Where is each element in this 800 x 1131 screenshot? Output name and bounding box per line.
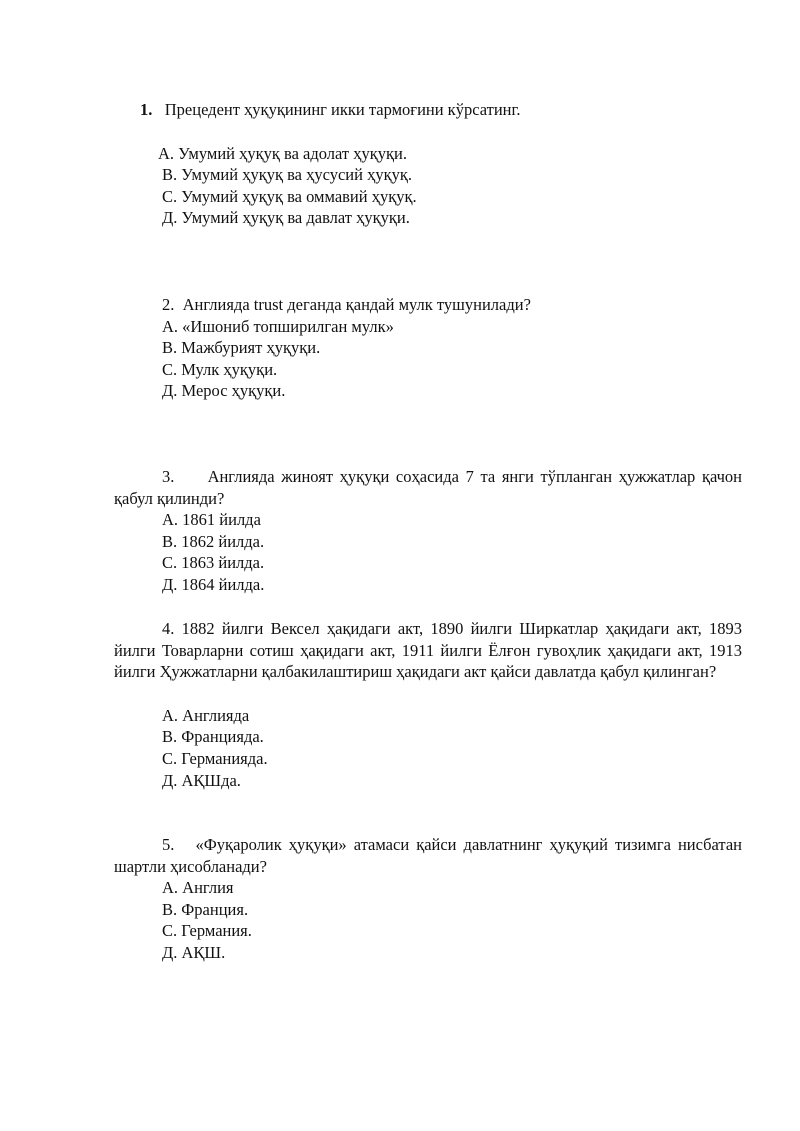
option-c: С. Германияда. [162, 748, 268, 768]
option-d: Д. Умумий ҳуқуқ ва давлат ҳуқуқи. [162, 208, 410, 228]
option-d: Д. АҚШда. [162, 770, 241, 790]
question-5-options [114, 877, 742, 963]
option-b: В. Францияда. [162, 727, 264, 747]
option-a: А. «Ишониб топширилган мулк» [162, 316, 394, 336]
question-2-options [114, 316, 742, 402]
option-a: А. Англияда [162, 705, 250, 725]
question-3 [114, 466, 742, 596]
option-b: В. Франция. [162, 899, 249, 919]
question-5-prompt [114, 834, 742, 877]
option-d: Д. 1864 йилда. [162, 574, 265, 594]
option-b: В. Мажбурият ҳуқуқи. [162, 338, 321, 358]
option-b: В. 1862 йилда. [162, 531, 265, 551]
question-number: 4. [162, 619, 175, 638]
option-c: С. 1863 йилда. [162, 553, 265, 573]
question-2 [114, 294, 742, 402]
question-text: Прецедент ҳуқуқининг икки тармоғини кўрсатинг. [164, 100, 521, 119]
question-number: 1. [140, 100, 153, 119]
question-text: 1882 йилги Вексел ҳақидаги акт, 1890 йилги Ширкатлар ҳақидаги акт, 1893 йилги Товарларни сотиш ҳақидаги акт, 1911 йилги Ёлғон гувоҳлик ҳақидаги акт, 1913 йилги Ҳужжатларни қалбакилаштириш ҳақидаги акт қайси давлатда қабул қилинган? [114, 619, 742, 682]
question-4 [114, 618, 742, 791]
question-4-prompt [114, 618, 742, 683]
question-text: Англияда жиноят ҳуқуқи соҳасида 7 та янги тўпланган ҳужжатлар қачон қабул қилинди? [114, 467, 742, 508]
option-c: С. Германия. [162, 921, 252, 941]
option-a: А. Англия [162, 878, 234, 898]
option-b: В. Умумий ҳуқуқ ва ҳусусий ҳуқуқ. [162, 165, 412, 185]
option-a: А. Умумий ҳуқуқ ва адолат ҳуқуқи. [158, 143, 407, 163]
option-a: А. 1861 йилда [162, 510, 261, 530]
question-3-prompt [114, 466, 742, 509]
option-d: Д. АҚШ. [162, 942, 226, 962]
question-5 [114, 834, 742, 964]
option-c: С. Мулк ҳуқуқи. [162, 359, 278, 379]
question-2-prompt [114, 294, 742, 316]
option-d: Д. Мерос ҳуқуқи. [162, 381, 286, 401]
question-1-options [114, 143, 742, 229]
question-3-options [114, 509, 742, 595]
question-number: 2. [162, 295, 175, 314]
question-number: 5. [162, 835, 175, 854]
question-1 [114, 99, 742, 229]
question-number: 3. [162, 467, 175, 486]
question-4-options [114, 705, 742, 791]
question-text: «Фуқаролик ҳуқуқи» атамаси қайси давлатнинг ҳуқуқий тизимга нисбатан шартли ҳисобланади? [114, 835, 742, 876]
question-1-prompt [114, 99, 742, 121]
option-c: С. Умумий ҳуқуқ ва оммавий ҳуқуқ. [162, 186, 417, 206]
question-text: Англияда trust деганда қандай мулк тушунилади? [182, 295, 531, 314]
